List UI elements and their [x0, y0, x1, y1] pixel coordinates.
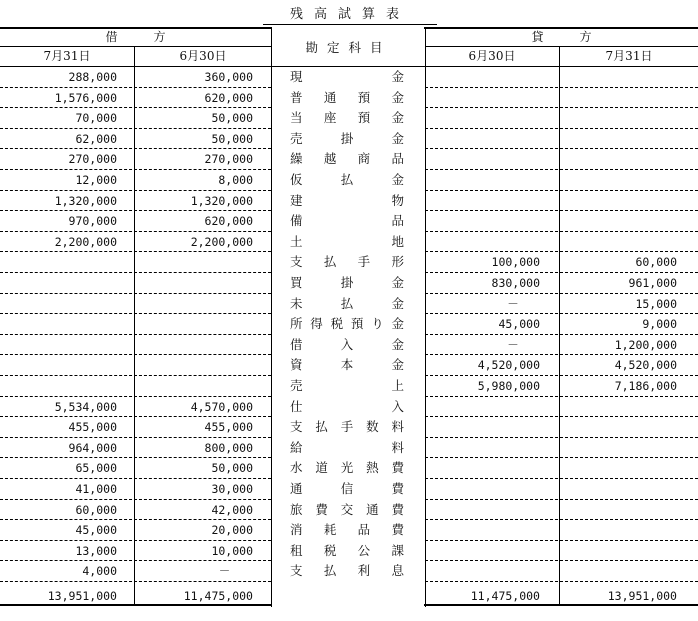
- table-row: [0, 500, 698, 521]
- credit-jul31-cell: [562, 149, 677, 170]
- credit-jul31-cell: [562, 561, 677, 582]
- account-name-cell: 売上: [290, 378, 404, 393]
- debit-jul31-cell: 1,320,000: [54, 193, 117, 208]
- debit-jun30-cell: 270,000: [204, 152, 253, 167]
- debit-jun30-cell: 620,000: [204, 214, 253, 229]
- credit-jun30-cell: 45,000: [498, 317, 540, 332]
- debit-jun30-cell: 42,000: [211, 502, 253, 517]
- debit-jul31-cell: [0, 252, 117, 273]
- credit-jul31-cell: [562, 67, 677, 88]
- debit-jul31-cell: [0, 314, 117, 335]
- account-name-cell: 支払手数料: [290, 419, 404, 435]
- credit-jul31-cell: [562, 541, 677, 562]
- table-row: [0, 88, 698, 109]
- credit-jun30-cell: [426, 108, 540, 129]
- table-row: [0, 417, 698, 438]
- debit-group-rule: [0, 46, 271, 47]
- table-row: [0, 273, 698, 294]
- account-name-cell: 租税公課: [290, 542, 404, 558]
- debit-jul31-cell: [0, 355, 117, 376]
- credit-col-jul31: 7月31日: [605, 49, 653, 63]
- debit-jun30-cell: 20,000: [211, 523, 253, 538]
- account-name-cell: 支払利息: [290, 563, 404, 579]
- credit-jul31-cell: 15,000: [635, 296, 677, 311]
- debit-jun30-cell: [136, 376, 253, 397]
- credit-jul31-cell: 961,000: [628, 276, 677, 290]
- credit-jun30-cell: [426, 458, 540, 479]
- credit-col-jun30: 6月30日: [468, 49, 516, 63]
- credit-jul31-cell: [562, 88, 677, 109]
- account-name-cell: 仕入: [290, 398, 404, 414]
- account-name-cell: 買掛金: [290, 275, 404, 290]
- debit-jul31-cell: 288,000: [68, 70, 117, 84]
- credit-jun30-cell: 5,980,000: [477, 379, 540, 393]
- title-underline: [263, 24, 437, 25]
- table-row: [0, 170, 698, 191]
- credit-jun30-cell: 4,520,000: [477, 358, 540, 373]
- table-row: [0, 129, 698, 150]
- account-name-cell: 建物: [290, 192, 404, 208]
- credit-jun30-cell: [426, 211, 540, 232]
- credit-jun30-cell: [426, 170, 540, 191]
- account-name-cell: 土地: [290, 233, 404, 249]
- credit-jun30-cell: [426, 149, 540, 170]
- table-row: [0, 479, 698, 500]
- credit-jul31-cell: [562, 520, 677, 541]
- account-name-cell: 給料: [290, 439, 404, 455]
- credit-jun30-cell: [426, 417, 540, 438]
- table-row: [0, 520, 698, 541]
- table-row: [0, 438, 698, 459]
- account-name-cell: 所得税預り金: [290, 316, 404, 332]
- credit-jun30-cell: [426, 520, 540, 541]
- table-row: [0, 314, 698, 335]
- debit-jul31-cell: 964,000: [68, 440, 117, 455]
- debit-jun30-cell: [136, 294, 253, 315]
- debit-jun30-cell: 360,000: [204, 70, 253, 84]
- debit-jul31-cell: 13,000: [75, 543, 117, 558]
- account-header: 勘定科目: [305, 40, 392, 55]
- credit-jul31-cell: [562, 232, 677, 253]
- account-name-cell: 繰越商品: [290, 151, 404, 167]
- debit-jun30-cell: [136, 273, 253, 294]
- account-name-cell: 借入金: [290, 336, 404, 352]
- table-row: [0, 211, 698, 232]
- debit-jul31-cell: 970,000: [68, 214, 117, 229]
- account-name-cell: 当座預金: [290, 110, 404, 126]
- account-name-cell: 支払手形: [290, 254, 404, 270]
- account-name-cell: 水道光熱費: [290, 460, 404, 476]
- credit-jul31-cell: 60,000: [635, 255, 677, 270]
- credit-jun30-cell: [426, 500, 540, 521]
- account-name-cell: 仮払金: [290, 172, 404, 187]
- table-title: 残高試算表: [289, 7, 410, 22]
- account-name-cell: 通信費: [290, 481, 404, 496]
- table-row: [0, 149, 698, 170]
- credit-jul31-cell: 9,000: [642, 317, 677, 332]
- credit-jul31-cell: 4,520,000: [614, 358, 677, 373]
- debit-jul31-cell: 5,534,000: [54, 399, 117, 414]
- credit-jul31-cell: [562, 170, 677, 191]
- credit-jul31-cell: [562, 417, 677, 438]
- debit-jun30-cell: 1,320,000: [190, 193, 253, 208]
- credit-jun30-cell: [426, 129, 540, 150]
- debit-jul31-cell: 4,000: [82, 564, 117, 579]
- debit-jul31-cell: 41,000: [75, 482, 117, 496]
- credit-jun30-cell: 830,000: [491, 276, 540, 290]
- table-row: [0, 397, 698, 418]
- table-row: [0, 561, 698, 582]
- credit-jul31-cell: [562, 397, 677, 418]
- credit-jul31-cell: 1,200,000: [614, 337, 677, 352]
- debit-jul31-cell: 1,576,000: [54, 90, 117, 105]
- debit-jun30-cell: [136, 314, 253, 335]
- debit-jun30-cell: 50,000: [211, 111, 253, 126]
- credit-jun30-cell: [426, 67, 540, 88]
- debit-jun30-cell: 2,200,000: [190, 234, 253, 249]
- debit-jun30-cell: 10,000: [211, 543, 253, 558]
- debit-jun30-cell: [136, 355, 253, 376]
- credit-jun30-cell: －: [507, 296, 519, 311]
- credit-jun30-cell: －: [507, 337, 519, 352]
- debit-jul31-cell: 2,200,000: [54, 234, 117, 249]
- credit-jul31-cell: [562, 438, 677, 459]
- table-row: [0, 376, 698, 397]
- debit-col-jun30: 6月30日: [179, 49, 227, 63]
- table-row: [0, 232, 698, 253]
- debit-jun30-cell: 620,000: [204, 90, 253, 105]
- total-debit-jul31: 13,951,000: [47, 589, 117, 603]
- credit-jul31-cell: [562, 108, 677, 129]
- credit-jun30-cell: [426, 191, 540, 212]
- credit-jul31-cell: 7,186,000: [614, 379, 677, 393]
- table-row: [0, 541, 698, 562]
- credit-jun30-cell: 100,000: [491, 255, 540, 270]
- credit-group-rule: [425, 46, 698, 47]
- table-row: [0, 108, 698, 129]
- table-row: [0, 355, 698, 376]
- debit-jul31-cell: 45,000: [75, 523, 117, 538]
- debit-jul31-cell: 62,000: [75, 131, 117, 146]
- credit-jul31-cell: [562, 458, 677, 479]
- total-debit-jun30: 11,475,000: [183, 589, 253, 603]
- account-name-cell: 普通預金: [290, 89, 404, 105]
- debit-jun30-cell: 50,000: [211, 131, 253, 146]
- debit-jul31-cell: 60,000: [75, 502, 117, 517]
- credit-jul31-cell: [562, 191, 677, 212]
- debit-jun30-cell: 800,000: [204, 440, 253, 455]
- debit-col-jul31: 7月31日: [43, 49, 91, 63]
- credit-jun30-cell: [426, 541, 540, 562]
- account-name-cell: 消耗品費: [290, 522, 404, 538]
- debit-jul31-cell: 65,000: [75, 461, 117, 476]
- credit-jun30-cell: [426, 561, 540, 582]
- debit-jul31-cell: [0, 294, 117, 315]
- total-credit-jul31: 13,951,000: [607, 589, 677, 603]
- credit-jun30-cell: [426, 479, 540, 500]
- debit-jun30-cell: [136, 335, 253, 356]
- credit-jun30-cell: [426, 88, 540, 109]
- debit-jun30-cell: 8,000: [218, 173, 253, 187]
- credit-header: 貸 方: [531, 30, 592, 44]
- table-row: [0, 458, 698, 479]
- debit-jul31-cell: [0, 273, 117, 294]
- account-name-cell: 資本金: [290, 357, 404, 373]
- debit-jun30-cell: [136, 252, 253, 273]
- credit-jun30-cell: [426, 438, 540, 459]
- row-separator: [0, 581, 271, 582]
- debit-jun30-cell: 4,570,000: [190, 399, 253, 414]
- account-name-cell: 未払金: [290, 295, 404, 311]
- debit-jun30-cell: －: [218, 564, 231, 579]
- table-row: [0, 294, 698, 315]
- debit-jul31-cell: [0, 376, 117, 397]
- row-separator: [425, 581, 698, 582]
- credit-jul31-cell: [562, 211, 677, 232]
- table-row: [0, 252, 698, 273]
- credit-jun30-cell: [426, 232, 540, 253]
- account-name-cell: 売掛金: [290, 130, 404, 146]
- debit-header: 借 方: [105, 30, 166, 44]
- account-name-cell: 現金: [290, 69, 404, 84]
- debit-jul31-cell: 70,000: [75, 111, 117, 126]
- debit-jul31-cell: 270,000: [68, 152, 117, 167]
- credit-jul31-cell: [562, 129, 677, 150]
- credit-jul31-cell: [562, 500, 677, 521]
- debit-jul31-cell: [0, 335, 117, 356]
- table-row: [0, 67, 698, 88]
- account-name-cell: 備品: [290, 213, 404, 229]
- debit-jun30-cell: 30,000: [211, 482, 253, 496]
- debit-jul31-cell: 12,000: [75, 173, 117, 187]
- table-row: [0, 335, 698, 356]
- credit-jul31-cell: [562, 479, 677, 500]
- debit-jun30-cell: 50,000: [211, 461, 253, 476]
- debit-jul31-cell: 455,000: [68, 420, 117, 435]
- debit-jun30-cell: 455,000: [204, 420, 253, 435]
- table-row: [0, 191, 698, 212]
- credit-jun30-cell: [426, 397, 540, 418]
- total-credit-jun30: 11,475,000: [470, 589, 540, 603]
- account-name-cell: 旅費交通費: [290, 501, 404, 517]
